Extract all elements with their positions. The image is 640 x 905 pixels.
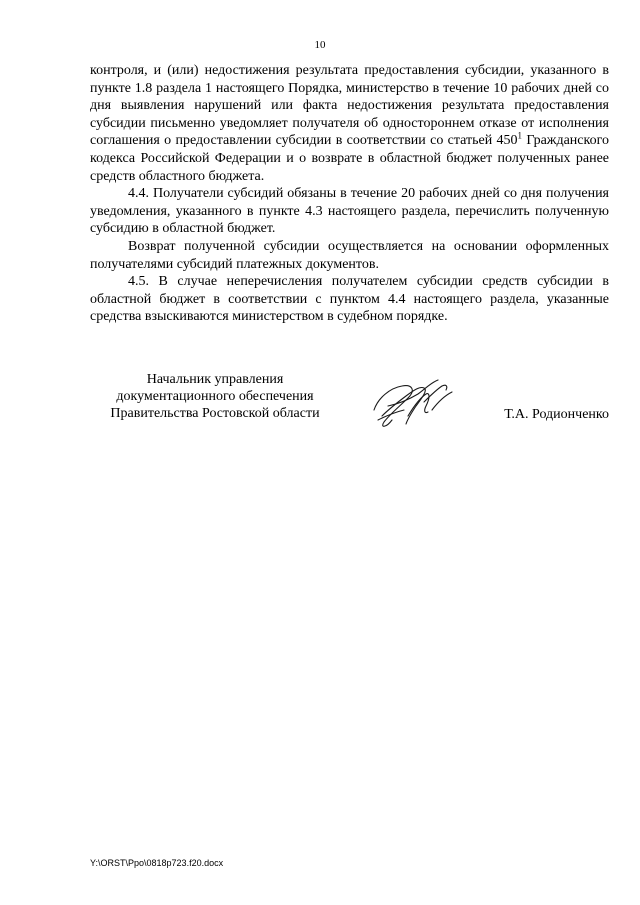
page-number: 10 [314,39,326,51]
document-body [90,62,609,326]
handwritten-signature-icon [368,376,458,432]
paragraph-refund: Возврат полученной субсидии осуществляется на основании оформленных получателями субсидий платежных документов. [90,238,609,272]
signatory-name: Т.А. Родионченко [504,407,609,422]
signatory-position [90,371,340,422]
paragraph-4-4: 4.4. Получатели субсидий обязаны в течение 20 рабочих дней со дня получения уведомления, указанного в пункте 4.3 настоящего раздела, перечислить полученную субсидию в областной бюджет. [90,186,609,237]
position-line: Правительства Ростовской области [110,406,320,421]
paragraph-4-5: 4.5. В случае неперечисления получателем субсидии средств субсидии в областной бюджет в соответствии с пунктом 4.4 настоящего раздела, указанные средства взыскиваются министерством в судебном порядке. [90,274,609,325]
paragraph-continuation [90,62,609,185]
position-line: Начальник управления [146,372,284,387]
paragraph-text: Гражданского кодекса Российской Федерации и о возврате в областной бюджет полученных ранее средств областного бюджета. [90,133,609,184]
article-superscript: 1 [517,130,523,141]
position-line: документационного обеспечения [116,389,314,404]
paragraph-text: контроля, и (или) недостижения результата предоставления субсидии, указанного в пункте 1.8 раздела 1 настоящего Порядка, министерство в течение 10 рабочих дней со дня выявления нарушений или факта недостижения результата предоставления субсидии письменно уведомляет получателя об одностороннем отказе от исполнения соглашения о предоставлении субсидии в соответствии со статьей 450 [90,63,609,149]
footer-file-path: Y:\ORST\Ppo\0818p723.f20.docx [90,858,224,868]
